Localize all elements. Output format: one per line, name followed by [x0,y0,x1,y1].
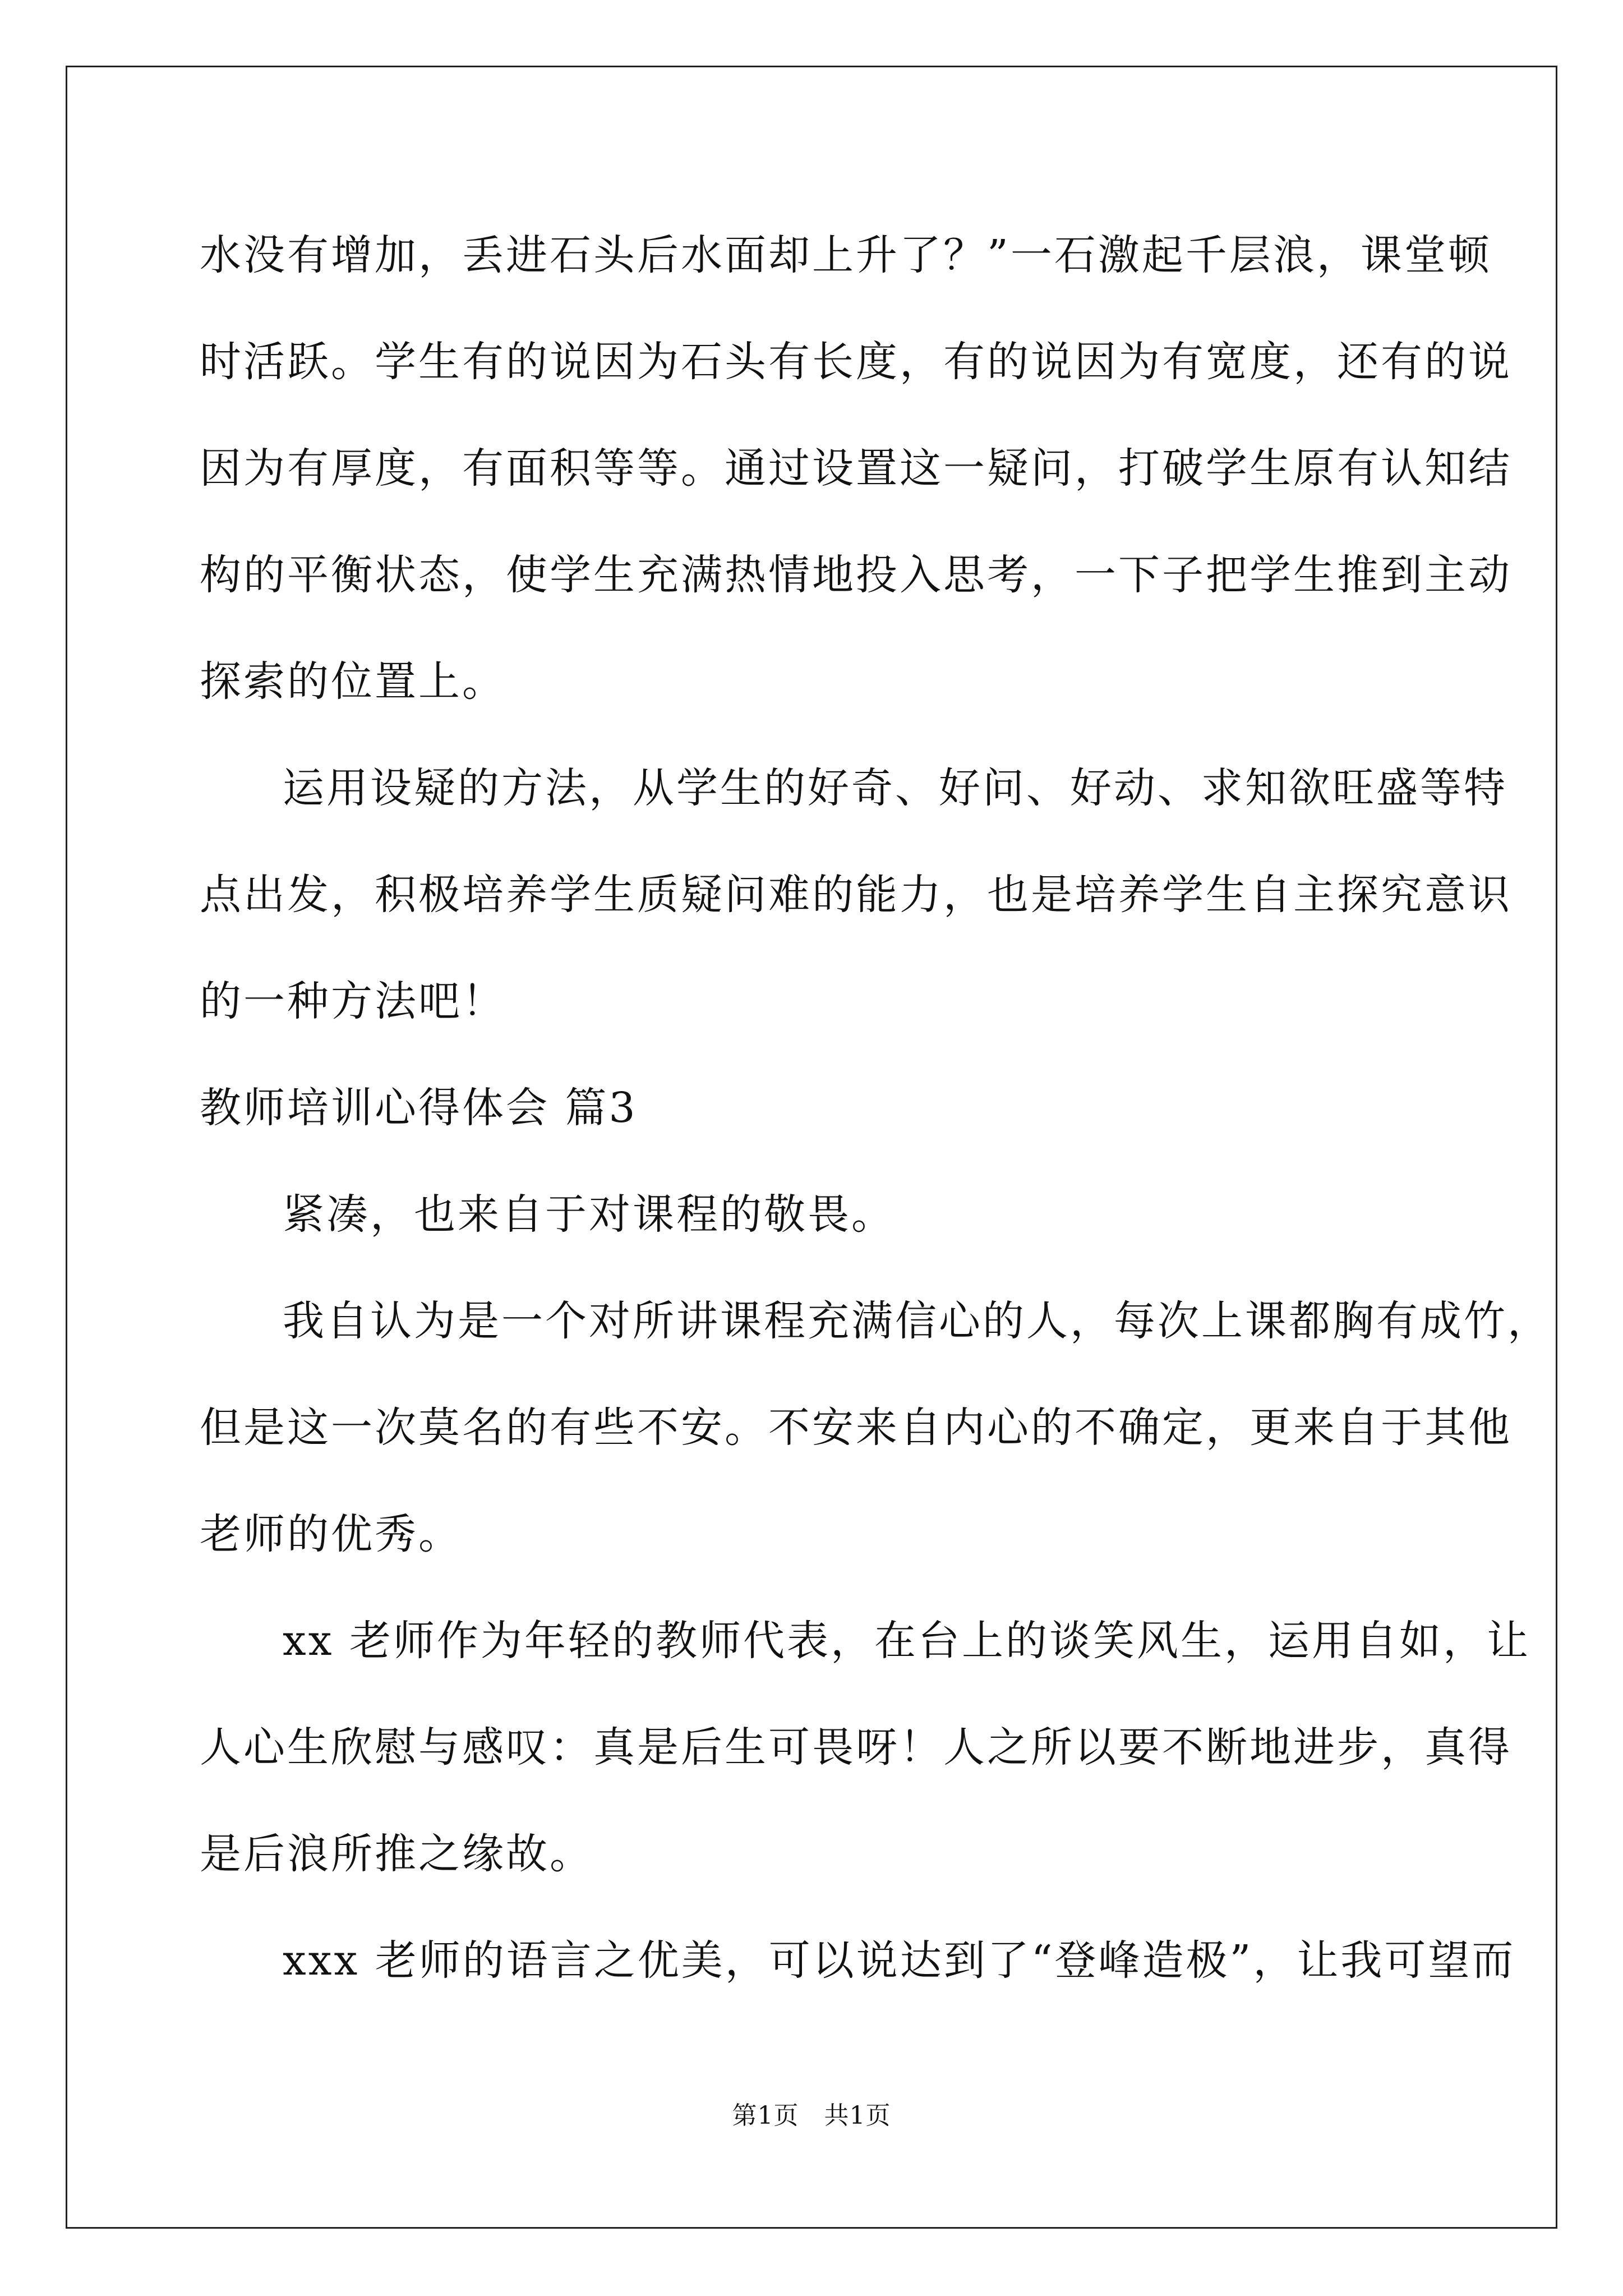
paragraph-line: 因为有厚度，有面积等等。通过设置这一疑问，打破学生原有认知结 [200,444,1512,493]
document-body [200,202,1551,2014]
paragraph-line: 点出发，积极培养学生质疑问难的能力，也是培养学生自主探究意识 [200,871,1512,919]
paragraph-line: 老师的优秀。 [200,1510,462,1558]
paragraph-line: 水没有增加，丢进石头后水面却上升了？”一石激起千层浪，课堂顿 [200,231,1492,279]
paragraph-line: 我自认为是一个对所讲课程充满信心的人，每次上课都胸有成竹， [283,1297,1551,1345]
paragraph-line: 探索的位置上。 [200,657,506,706]
page-footer: 第1页 共1页 [732,2101,891,2130]
paragraph-line: 但是这一次莫名的有些不安。不安来自内心的不确定，更来自于其他 [200,1404,1512,1452]
paragraph-line: xxx 老师的语言之优美，可以说达到了“登峰造极”，让我可望而 [283,1936,1516,1985]
paragraph-line: 构的平衡状态，使学生充满热情地投入思考，一下子把学生推到主动 [200,551,1512,599]
paragraph-line: 是后浪所推之缘故。 [200,1830,593,1878]
section-heading: 教师培训心得体会 篇3 [200,1084,638,1132]
paragraph-line: xx 老师作为年轻的教师代表，在台上的谈笑风生，运用自如，让 [283,1617,1530,1665]
paragraph-line: 时活跃。学生有的说因为石头有长度，有的说因为有宽度，还有的说 [200,338,1512,386]
paragraph-line: 紧凑，也来自于对课程的敬畏。 [283,1190,895,1239]
paragraph-line: 的一种方法吧！ [200,977,506,1025]
paragraph-line: 人心生欣慰与感叹：真是后生可畏呀！人之所以要不断地进步，真得 [200,1723,1512,1772]
paragraph-line: 运用设疑的方法，从学生的好奇、好问、好动、求知欲旺盛等特 [283,764,1507,812]
